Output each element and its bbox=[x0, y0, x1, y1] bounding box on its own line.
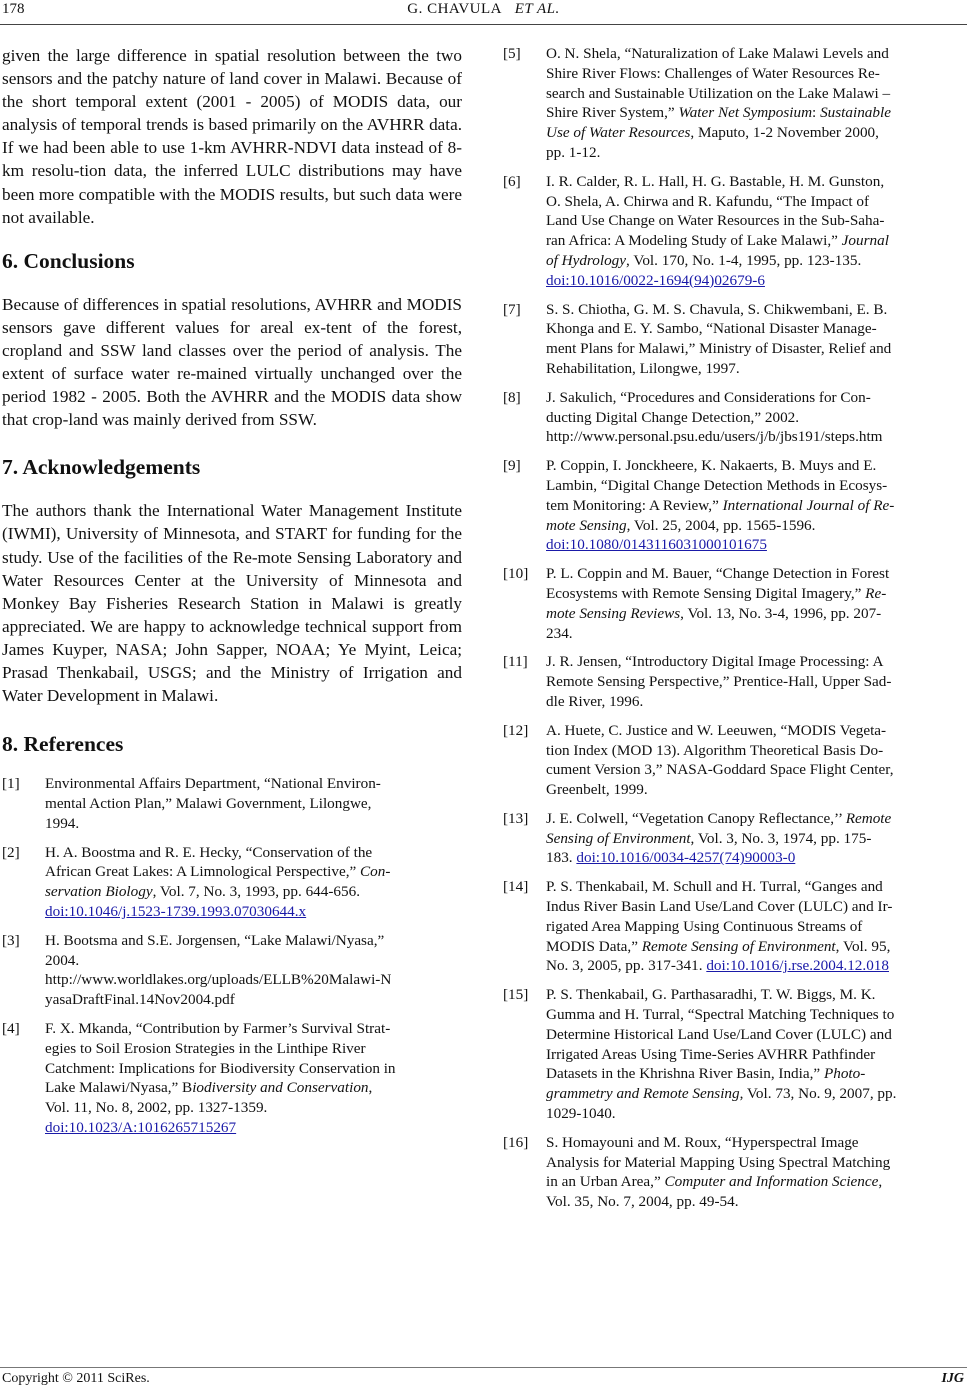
reference-text-part: African Great Lakes: A Limnological Perspective,” bbox=[45, 863, 361, 881]
reference-text: S. S. Chiotha, G. M. S. Chavula, S. Chikwembani, E. B. bbox=[546, 300, 888, 318]
doi-link[interactable]: doi:10.1023/A:1016265715267 bbox=[45, 1118, 237, 1136]
reference-item-15 bbox=[503, 985, 965, 1124]
reference-journal: Photo- bbox=[823, 1065, 866, 1083]
reference-text-part: MODIS Data,” bbox=[546, 937, 642, 955]
reference-text-part: 183. bbox=[546, 849, 577, 867]
reference-journal: Con- bbox=[360, 863, 391, 881]
reference-text: Analysis for Material Mapping Using Spectral Matching bbox=[546, 1153, 891, 1171]
reference-text: Gumma and H. Turral, “Spectral Matching Techniques to bbox=[546, 1006, 895, 1024]
reference-text: P. Coppin, I. Jonckheere, K. Nakaerts, B. Muys and E. bbox=[546, 457, 877, 475]
reference-url: http://www.personal.psu.edu/users/j/b/jbs191/steps.htm bbox=[546, 428, 883, 446]
reference-text: P. S. Thenkabail, M. Schull and H. Turral, “Ganges and bbox=[546, 878, 883, 896]
reference-text: H. A. Boostma and R. E. Hecky, “Conservation of the bbox=[45, 843, 373, 861]
reference-text: 2004. bbox=[45, 951, 80, 969]
reference-text-part: Datasets in the Khrishna River Basin, India,” bbox=[546, 1065, 824, 1083]
left-column bbox=[2, 44, 462, 1138]
running-title-authors: G. CHAVULA bbox=[407, 1, 502, 17]
reference-text bbox=[546, 1084, 965, 1104]
reference-text-part: : bbox=[812, 104, 821, 122]
reference-text: pp. 1-12. bbox=[546, 143, 601, 161]
reference-item-1 bbox=[2, 774, 462, 833]
reference-number: [14] bbox=[503, 878, 529, 896]
reference-url: http://www.worldlakes.org/uploads/ELLB%20Malawi-N bbox=[45, 971, 392, 989]
reference-item-4 bbox=[2, 1019, 462, 1138]
reference-text-part: , Vol. 73, No. 9, 2007, pp. bbox=[739, 1085, 897, 1103]
page-number: 178 bbox=[2, 1, 25, 17]
reference-number: [15] bbox=[503, 986, 529, 1004]
reference-text: A. Huete, C. Justice and W. Leeuwen, “MODIS Vegeta- bbox=[546, 721, 887, 739]
reference-item-5 bbox=[503, 44, 965, 163]
acknowledgements-paragraph: The authors thank the International Water Management Institute (IWMI), University of Minnesota, and START for funding for the study. Use of the facilities of the Re-mote Sensing Laboratory and Water Resources Center at the University of Minnesota and Monkey Bay Fisheries Research Station in Malawi is greatly appreciated. We are happy to acknowledge technical support from James Kuyper, NASA; John Sapper, NOAA; Ye Myint, Leica; Prasad Thenkabail, USGS; and the Ministry of Irrigation and Water Development in Malawi. bbox=[2, 501, 462, 706]
reference-number: [13] bbox=[503, 809, 529, 827]
reference-text: Greenbelt, 1999. bbox=[546, 781, 648, 799]
reference-text: Irrigated Areas Using Time-Series AVHRR Pathfinder bbox=[546, 1045, 876, 1063]
reference-text bbox=[546, 584, 965, 604]
reference-text bbox=[45, 1078, 462, 1098]
reference-number: [8] bbox=[503, 388, 521, 406]
reference-text: egies to Soil Erosion Strategies in the Linthipe River bbox=[45, 1039, 366, 1057]
reference-text: J. R. Jensen, “Introductory Digital Image Processing: A bbox=[546, 653, 884, 671]
reference-text bbox=[546, 516, 965, 536]
reference-text: Vol. 35, No. 7, 2004, pp. 49-54. bbox=[546, 1193, 739, 1211]
reference-text: Lambin, “Digital Change Detection Methods in Ecosys- bbox=[546, 476, 888, 494]
reference-item-10 bbox=[503, 564, 965, 643]
reference-item-14 bbox=[503, 877, 965, 976]
reference-text bbox=[546, 809, 965, 829]
reference-journal: Water Net Symposium bbox=[678, 104, 813, 122]
reference-journal: Computer and Information Science bbox=[664, 1173, 879, 1191]
section-heading-references: 8. References bbox=[2, 732, 124, 757]
reference-doi-line bbox=[45, 902, 462, 922]
reference-number: [3] bbox=[2, 931, 20, 949]
reference-item-2 bbox=[2, 843, 462, 922]
reference-text bbox=[546, 1172, 965, 1192]
reference-number: [5] bbox=[503, 45, 521, 62]
reference-journal: Remote bbox=[845, 809, 892, 827]
reference-doi-line bbox=[546, 535, 965, 555]
reference-text: dle River, 1996. bbox=[546, 692, 644, 710]
reference-text-part: tem Monitoring: A Review,” bbox=[546, 496, 723, 514]
reference-item-9 bbox=[503, 456, 965, 555]
reference-text-part: in an Urban Area,” bbox=[546, 1173, 665, 1191]
reference-doi-line bbox=[546, 271, 965, 291]
reference-text-part: , bbox=[878, 1173, 883, 1191]
reference-journal: Re- bbox=[865, 584, 887, 602]
reference-text bbox=[546, 251, 965, 271]
reference-doi-line bbox=[45, 1118, 462, 1138]
reference-text bbox=[546, 956, 965, 976]
doi-link[interactable]: doi:10.1016/0022-1694(94)02679-6 bbox=[546, 271, 765, 289]
conclusions-paragraph: Because of differences in spatial resolutions, AVHRR and MODIS sensors gave different values for areal ex-tent of the forest, cropland and SSW land classes over the period of analysis. The extent of surface water re-mained virtually unchanged over the period 1982 - 2005. Both the AVHRR and the MODIS data show that crop-land was mainly derived from SSW. bbox=[2, 294, 462, 430]
reference-text: P. S. Thenkabail, G. Parthasaradhi, T. W. Biggs, M. K. bbox=[546, 986, 876, 1004]
reference-text: I. R. Calder, R. L. Hall, H. G. Bastable, H. M. Gunston, bbox=[546, 172, 885, 190]
section-heading-acknowledgements: 7. Acknowledgements bbox=[2, 455, 201, 480]
reference-text-part: , Vol. 7, No. 3, 1993, pp. 644-656. bbox=[152, 883, 360, 901]
reference-text-part: , bbox=[368, 1079, 373, 1097]
reference-text-part: , Vol. 170, No. 1-4, 1995, pp. 123-135. bbox=[626, 251, 862, 269]
reference-text-part: Lake Malawi/Nyasa,” B bbox=[45, 1079, 193, 1097]
reference-item-13 bbox=[503, 809, 965, 868]
reference-text bbox=[546, 937, 965, 957]
reference-text: Vol. 11, No. 8, 2002, pp. 1327-1359. bbox=[45, 1099, 268, 1117]
reference-item-3 bbox=[2, 931, 462, 1010]
reference-journal: Use of Water Resources bbox=[546, 124, 691, 142]
reference-number: [1] bbox=[2, 775, 20, 793]
reference-text bbox=[45, 882, 462, 902]
reference-text: ducting Digital Change Detection,” 2002. bbox=[546, 408, 800, 426]
reference-number: [9] bbox=[503, 457, 521, 475]
reference-text-part: J. E. Colwell, “Vegetation Canopy Reflectance,’’ bbox=[546, 809, 846, 827]
reference-text-part: , Vol. 95, bbox=[835, 937, 891, 955]
reference-text bbox=[546, 103, 965, 123]
reference-text: cument Version 3,” NASA-Goddard Space Flight Center, bbox=[546, 761, 894, 779]
reference-text-part: , Vol. 3, No. 3, 1974, pp. 175- bbox=[690, 829, 872, 847]
reference-url: yasaDraftFinal.14Nov2004.pdf bbox=[45, 991, 235, 1009]
reference-text-part: , Vol. 25, 2004, pp. 1565-1596. bbox=[626, 516, 816, 534]
doi-link[interactable]: doi:10.1016/j.rse.2004.12.018 bbox=[706, 957, 889, 975]
reference-text: H. Bootsma and S.E. Jorgensen, “Lake Malawi/Nyasa,” bbox=[45, 931, 385, 949]
reference-number: [10] bbox=[503, 565, 529, 583]
doi-link[interactable]: doi:10.1080/0143116031000101675 bbox=[546, 536, 767, 554]
reference-journal: mote Sensing Reviews bbox=[546, 604, 681, 622]
reference-item-7 bbox=[503, 300, 965, 379]
reference-text bbox=[546, 848, 965, 868]
reference-text: Catchment: Implications for Biodiversity Conservation in bbox=[45, 1059, 396, 1077]
reference-number: [7] bbox=[503, 300, 521, 318]
reference-journal: of Hydrology bbox=[546, 251, 627, 269]
reference-text: search and Sustainable Utilization on the Lake Malawi – bbox=[546, 84, 891, 102]
doi-link[interactable]: doi:10.1016/0034-4257(74)90003-0 bbox=[576, 849, 796, 867]
right-column bbox=[503, 44, 965, 1212]
reference-item-12 bbox=[503, 721, 965, 800]
running-title-et-al: ET AL. bbox=[514, 1, 560, 17]
reference-journal: Remote Sensing of Environment bbox=[641, 937, 836, 955]
reference-text: Khonga and E. Y. Sambo, “National Disaster Manage- bbox=[546, 320, 877, 338]
reference-text: rigated Area Mapping Using Continuous Streams of bbox=[546, 917, 863, 935]
reference-number: [12] bbox=[503, 721, 529, 739]
reference-list-left bbox=[2, 774, 462, 1138]
reference-text: S. Homayouni and M. Roux, “Hyperspectral Image bbox=[546, 1133, 859, 1151]
reference-text: ment Plans for Malawi,” Ministry of Disaster, Relief and bbox=[546, 340, 892, 358]
reference-journal: International Journal of Re- bbox=[722, 496, 895, 514]
reference-text: 234. bbox=[546, 624, 573, 642]
reference-text bbox=[546, 1064, 965, 1084]
reference-text: Environmental Affairs Department, “National Environ- bbox=[45, 775, 381, 793]
reference-number: [11] bbox=[503, 653, 528, 671]
reference-text: Indus River Basin Land Use/Land Cover (LULC) and Ir- bbox=[546, 898, 893, 916]
reference-text bbox=[546, 829, 965, 849]
section-heading-conclusions: 6. Conclusions bbox=[2, 248, 135, 273]
copyright-notice: Copyright © 2011 SciRes. bbox=[2, 1371, 150, 1386]
running-title bbox=[0, 1, 967, 18]
reference-item-8 bbox=[503, 388, 965, 447]
reference-journal: Journal bbox=[841, 232, 889, 250]
reference-text bbox=[546, 123, 965, 143]
reference-number: [2] bbox=[2, 843, 20, 861]
reference-text-part: , Vol. 13, No. 3-4, 1996, pp. 207- bbox=[680, 604, 882, 622]
reference-text-part: Shire River System,” bbox=[546, 104, 679, 122]
reference-text bbox=[45, 862, 462, 882]
reference-item-6 bbox=[503, 172, 965, 291]
reference-text-part: ran Africa: A Modeling Study of Lake Malawi,” bbox=[546, 232, 842, 250]
doi-link[interactable]: doi:10.1046/j.1523-1739.1993.07030644.x bbox=[45, 902, 307, 920]
reference-text: P. L. Coppin and M. Bauer, “Change Detection in Forest bbox=[546, 565, 890, 583]
running-header bbox=[0, 0, 967, 25]
reference-journal: Sensing of Environment bbox=[546, 829, 691, 847]
reference-text-part: No. 3, 2005, pp. 317-341. bbox=[546, 957, 707, 975]
reference-journal: mote Sensing bbox=[546, 516, 627, 534]
reference-text: tion Index (MOD 13). Algorithm Theoretical Basis Do- bbox=[546, 741, 884, 759]
page-footer bbox=[0, 1367, 967, 1387]
reference-text: Remote Sensing Perspective,” Prentice-Hall, Upper Sad- bbox=[546, 673, 892, 691]
journal-abbreviation: IJG bbox=[941, 1371, 964, 1386]
reference-number: [16] bbox=[503, 1133, 529, 1151]
reference-item-16 bbox=[503, 1133, 965, 1212]
reference-text: J. Sakulich, “Procedures and Considerations for Con- bbox=[546, 388, 871, 406]
reference-text: Shire River Flows: Challenges of Water Resources Re- bbox=[546, 64, 880, 82]
reference-text bbox=[546, 604, 965, 624]
reference-journal: grammetry and Remote Sensing bbox=[546, 1085, 740, 1103]
reference-text-part: Ecosystems with Remote Sensing Digital Imagery,” bbox=[546, 584, 866, 602]
reference-text bbox=[546, 496, 965, 516]
reference-text-part: , Maputo, 1-2 November 2000, bbox=[690, 124, 879, 142]
reference-number: [6] bbox=[503, 172, 521, 190]
reference-text: O. Shela, A. Chirwa and R. Kafundu, “The Impact of bbox=[546, 192, 870, 210]
reference-text: 1994. bbox=[45, 814, 80, 832]
reference-item-11 bbox=[503, 652, 965, 711]
reference-text: mental Action Plan,” Malawi Government, Lilongwe, bbox=[45, 794, 372, 812]
reference-journal: servation Biology bbox=[45, 883, 153, 901]
reference-number: [4] bbox=[2, 1019, 20, 1037]
reference-journal: Sustainable bbox=[820, 104, 891, 122]
intro-paragraph: given the large difference in spatial resolution between the two sensors and the patchy nature of land cover in Malawi. Because of the short temporal extent (2001 - 2005) of MODIS data, our analysis of temporal trends is based primarily on the AVHRR data. If we had been able to use 1-km AVHRR-NDVI data instead of 8-km resolu-tion data, the inferred LULC distributions may have been more compatible with the MODIS results, but such data were not available. bbox=[2, 46, 462, 227]
reference-text: 1029-1040. bbox=[546, 1105, 616, 1123]
reference-text: Determine Historical Land Use/Land Cover (LULC) and bbox=[546, 1025, 892, 1043]
reference-text bbox=[546, 231, 965, 251]
reference-text: Land Use Change on Water Resources in the Sub-Saha- bbox=[546, 212, 885, 230]
reference-text: O. N. Shela, “Naturalization of Lake Malawi Levels and bbox=[546, 45, 889, 62]
reference-journal: iodiversity and Conservation bbox=[192, 1079, 369, 1097]
reference-text: F. X. Mkanda, “Contribution by Farmer’s Survival Strat- bbox=[45, 1019, 391, 1037]
reference-text: Rehabilitation, Lilongwe, 1997. bbox=[546, 359, 740, 377]
